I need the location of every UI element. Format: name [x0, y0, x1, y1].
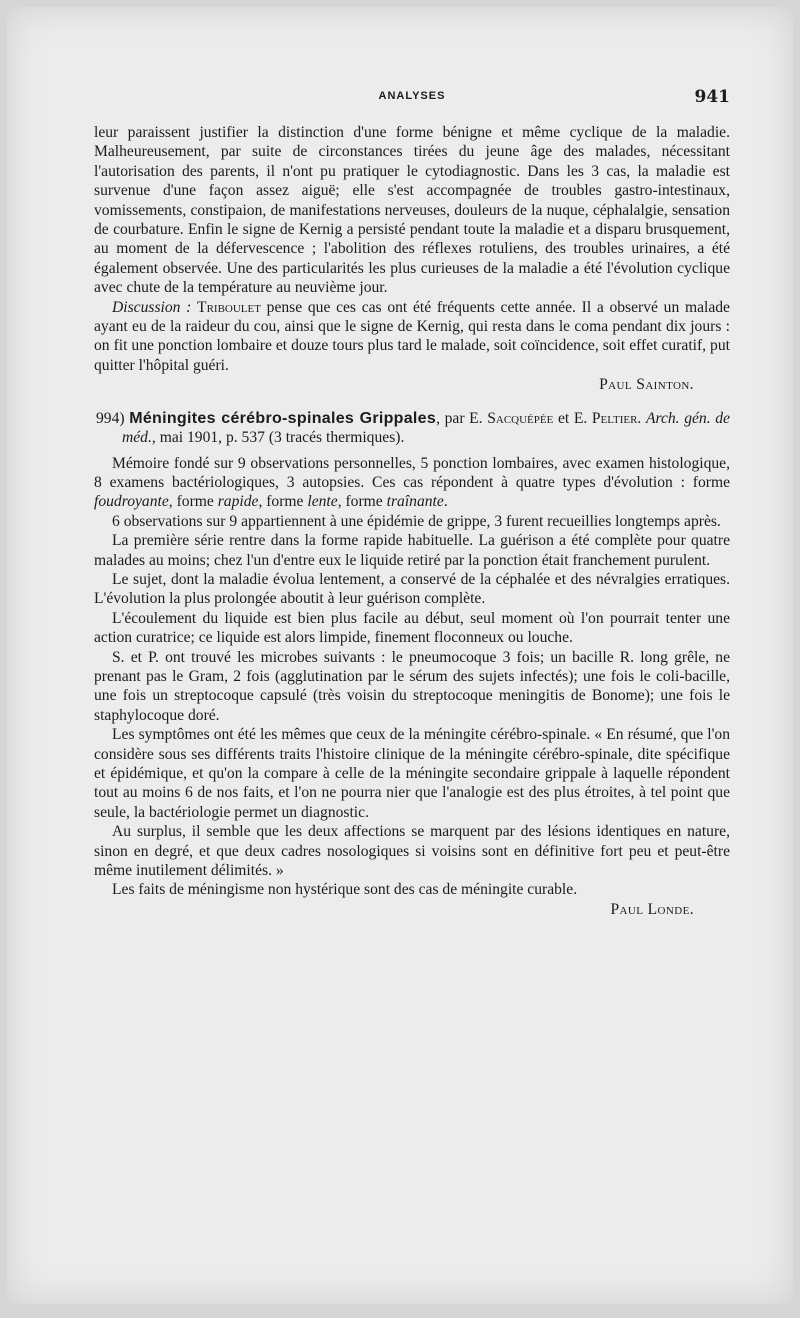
- separator-text: .: [443, 493, 448, 511]
- article-number: 994): [96, 409, 125, 427]
- article-heading: [94, 409, 730, 448]
- paragraph: leur paraissent justifier la distinction d'une forme bénigne et même cyclique de la maladie. Malheureusement, par suite de circonstances tirées du jeune âge des malades, nécessitant l'autorisation des parents, il n'ont pu pratiquer le cytodiagnostic. Dans les 3 cas, la maladie est survenue d'une façon assez aiguë; elle s'est accompagnée de troubles gastro-intestinaux, vomissements, constipaion, de manifestations nerveuses, douleurs de la nuque, céphalalgie, sensation de courbature. Enfin le signe de Kernig a persisté pendant toute la maladie et a disparu brusquement, au moment de la défervescence ; l'abolition des réflexes rotuliens, des troubles urinaires, a été également observée. Une des particularités les plus curieuses de la maladie a été l'évolution cyclique avec chute de la température au neuvième jour.: [94, 124, 730, 297]
- discussion-paragraph: [94, 298, 730, 376]
- author-2: E. Peltier.: [573, 409, 642, 427]
- paragraph: La première série rentre dans la forme rapide habituelle. La guérison a été complète pour quatre malades au moins; chez l'un d'entre eux le liquide retiré par la ponction était franchement purulent.: [94, 532, 730, 569]
- paragraph: Le sujet, dont la maladie évolua lentement, a conservé de la céphalée et des névralgies erratiques. L'évolution la plus prolongée aboutit à leur guérison complète.: [94, 570, 730, 608]
- author-1: E. Sacquépée: [469, 409, 554, 427]
- separator-text: , forme: [168, 493, 214, 511]
- page-number: 941: [694, 87, 730, 107]
- separator-text: , forme: [258, 493, 304, 511]
- discussion-text: pense que ces cas ont été fréquents cette année. Il a observé un malade ayant eu de la raideur du cou, ainsi que le signe de Kernig, qui resta dans le coma pendant dix jours : on fit une ponction lombaire et douze tours plus tard le malade, soit coïncidence, soit effet curatif, put quitter l'hôpital guéri.: [94, 298, 730, 374]
- page-header: [94, 87, 730, 111]
- form-term: foudroyante: [94, 493, 169, 511]
- separator-text: , forme: [337, 493, 383, 511]
- and-text: et: [557, 409, 570, 427]
- paragraph: 6 observations sur 9 appartiennent à une épidémie de grippe, 3 furent recueillies longtemps après.: [112, 512, 721, 530]
- paragraph: L'écoulement du liquide est bien plus facile au début, seul moment où l'on pourrait tenter une action curatrice; ce liquide est alors limpide, finement floconneux ou louche.: [94, 609, 730, 647]
- paragraph: Au surplus, il semble que les deux affections se marquent par des lésions identiques en nature, sinon en degré, et que deux cadres nosologiques si voisins sont en définitive fort peu et peut-être même inutilement délimités. »: [94, 823, 730, 880]
- running-head: ANALYSES: [378, 90, 446, 102]
- paragraph: [94, 454, 730, 512]
- journal-name: Arch. gén. de méd.: [122, 409, 730, 447]
- discussant-name: Triboulet: [197, 298, 261, 316]
- form-term: traînante: [386, 493, 444, 511]
- document-page: [7, 7, 793, 1304]
- discussion-label: Discussion :: [112, 298, 192, 316]
- paragraph: S. et P. ont trouvé les microbes suivants : le pneumocoque 3 fois; un bacille R. long grêle, ne prenant pas le Gram, 2 fois (agglutination par le sérum des sujets infectés); une fois le coli-bacille, une fois un streptocoque capsulé (très voisin du streptocoque meningitis de Bonome); une fois le staphylocoque doré.: [94, 648, 730, 724]
- paragraph: Les symptômes ont été les mêmes que ceux de la méningite cérébro-spinale. « En résumé, que l'on considère sous ses différents traits l'histoire clinique de la méningite cérébro-spinale, dite spécifique et épidémique, et qu'on la compare à celle de la méningite secondaire grippale à laquelle répondent tout au moins 6 de nos faits, et l'on ne pourra nier que l'analogie est des plus étroites, à tel point que seule, la bactériologie permet un diagnostic.: [94, 726, 730, 821]
- by-text: , par: [436, 409, 465, 427]
- page-body: [94, 123, 730, 919]
- article-title: Méningites cérébro-spinales Grippales: [129, 409, 437, 427]
- signature: Paul Sainton.: [599, 376, 694, 394]
- form-term: lente: [307, 493, 338, 511]
- paragraph: Les faits de méningisme non hystérique sont des cas de méningite curable.: [112, 881, 578, 899]
- citation: , mai 1901, p. 537 (3 tracés thermiques).: [151, 429, 405, 447]
- paragraph-text: Mémoire fondé sur 9 observations personnelles, 5 ponction lombaires, avec examen histologique, 8 examens bactériologiques, 3 autopsies. Ces cas répondent à quatre types d'évolution : forme: [94, 454, 730, 491]
- form-term: rapide: [217, 493, 259, 511]
- signature: Paul Londe.: [610, 900, 694, 918]
